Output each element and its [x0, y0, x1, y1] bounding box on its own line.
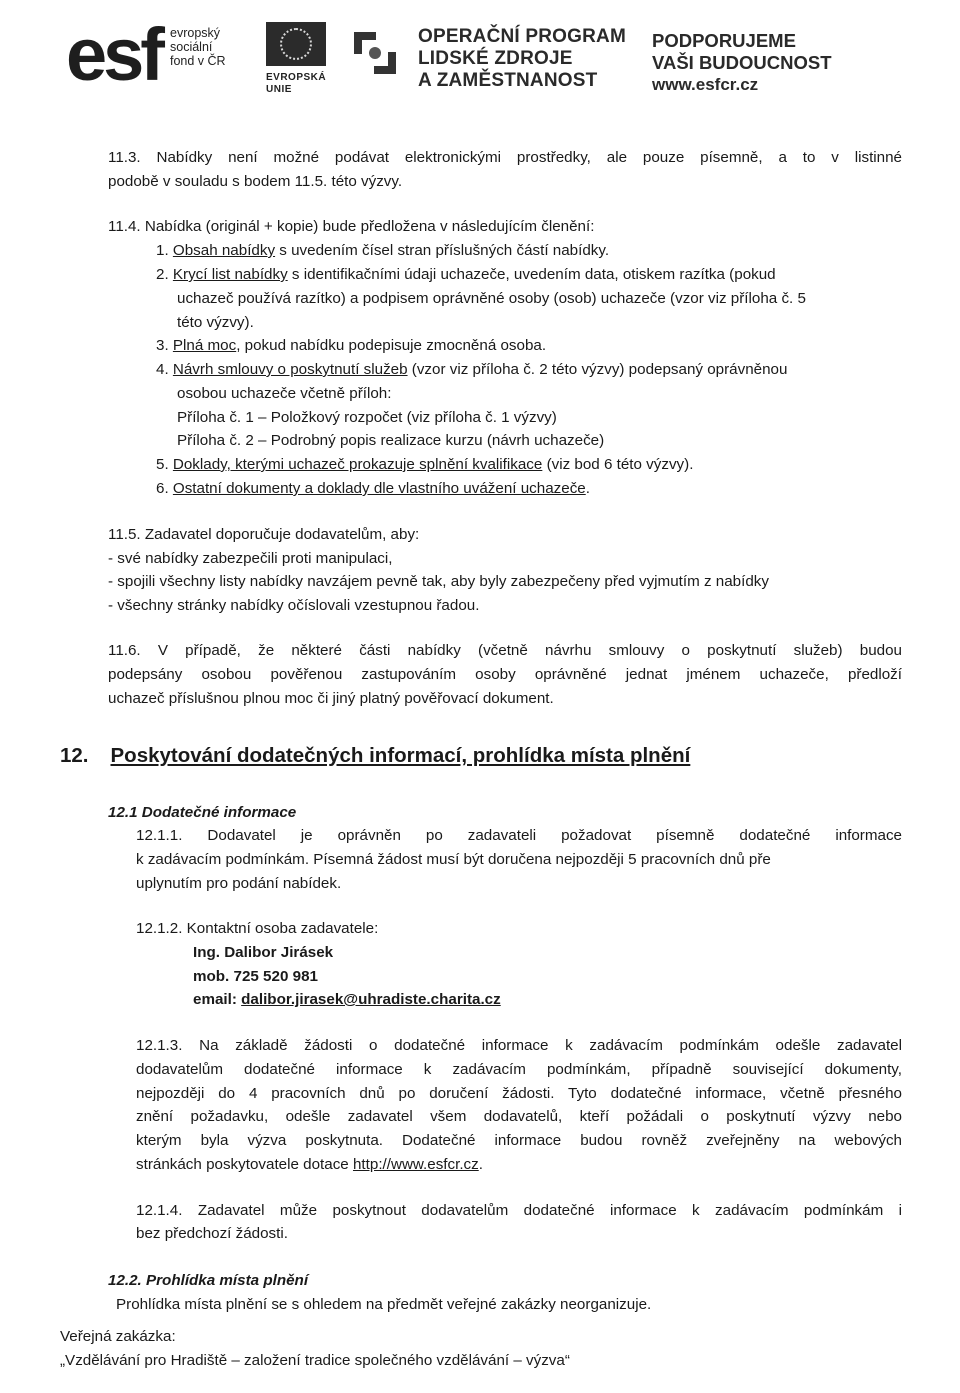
esf-logo: [66, 8, 336, 100]
s11-4-item2-l2: uchazeč používá razítko) a podpisem oprávněné osoby (osob) uchazeče (vzor viz příloha č. 5: [177, 290, 806, 307]
s11-3-line2: podobě v souladu s bodem 11.5. této výzvy.: [108, 173, 403, 190]
esf-mark: esf: [66, 13, 161, 96]
section-number: 12.: [60, 744, 89, 767]
s11-3-line1: 11.3. Nabídky není možné podávat elektronickými prostředky, ale pouze písemně, a to v listinné: [108, 149, 902, 166]
s11-4-item5: 5. Doklady, kterými uchazeč prokazuje splnění kvalifikace (viz bod 6 této výzvy).: [156, 456, 694, 473]
s12-1-2-title: 12.1.2. Kontaktní osoba zadavatele:: [136, 920, 379, 937]
header-banner: [66, 8, 896, 100]
op-line: A ZAMĚSTNANOST: [418, 70, 598, 91]
s11-4-item2-l3: této výzvy).: [177, 314, 254, 331]
s11-6-line3: uchazeč příslušnou plnou moc či jiný platný pověřovací dokument.: [108, 690, 554, 707]
eu-flag-icon: [266, 22, 326, 66]
contact-mobile: mob. 725 520 981: [193, 968, 318, 985]
s11-4-item6: 6. Ostatní dokumenty a doklady dle vlastního uvážení uchazeče.: [156, 480, 590, 497]
s11-4-item2: 2. Krycí list nabídky s identifikačními údaji uchazeče, uvedením data, otiskem razítka (pokud: [156, 266, 776, 283]
s12-1-3-l5: kterým byla výzva poskytnuta. Dodatečné informace budou rovněž zveřejněny na webových: [136, 1132, 902, 1149]
s12-1-3-l1: 12.1.3. Na základě žádosti o dodatečné informace k zadávacím podmínkám odešle zadavatel: [136, 1037, 902, 1054]
esf-line: evropský: [170, 26, 221, 40]
s11-4-item4-l3: Příloha č. 1 – Položkový rozpočet (viz příloha č. 1 výzvy): [177, 409, 557, 426]
s12-1-4-l1: 12.1.4. Zadavatel může poskytnout dodavatelům dodatečné informace k zadávacím podmínkám i: [136, 1202, 902, 1219]
eu-label: EVROPSKÁ UNIE: [266, 72, 327, 95]
slogan-line: VAŠI BUDOUCNOST: [652, 52, 832, 73]
s12-1-title: 12.1 Dodatečné informace: [108, 804, 297, 821]
s11-5-bullet: - spojili všechny listy nabídky navzájem pevně tak, aby byly zabezpečeny před vyjmutím z nabídky: [108, 573, 769, 590]
s11-5-bullet: - všechny stránky nabídky očíslovali vzestupnou řadou.: [108, 597, 480, 614]
slogan-website: www.esfcr.cz: [652, 75, 759, 94]
slogan-line: PODPORUJEME: [652, 30, 796, 51]
section-12-heading: [60, 743, 690, 769]
s11-5-title: 11.5. Zadavatel doporučuje dodavatelům, aby:: [108, 526, 420, 543]
s12-2-text: Prohlídka místa plnění se s ohledem na předmět veřejné zakázky neorganizuje.: [116, 1296, 652, 1313]
s12-1-3-l3: nejpozději do 4 pracovních dnů po doručení žádosti. Tyto dodatečné informace, včetně přesného: [136, 1085, 902, 1102]
op-line: LIDSKÉ ZDROJE: [418, 48, 573, 69]
esf-line: fond v ČR: [170, 54, 226, 68]
footer-project-name: „Vzdělávání pro Hradiště – založení tradice společného vzdělávání – výzva“: [60, 1352, 570, 1369]
s12-1-1-l3: uplynutím pro podání nabídek.: [136, 875, 342, 892]
s11-6-line1: 11.6. V případě, že některé části nabídky (včetně návrhu smlouvy o poskytnutí služeb) budou: [108, 642, 902, 659]
section-title: Poskytování dodatečných informací, prohlídka místa plnění: [110, 744, 691, 767]
s11-4-item4-l2: osobou uchazeče včetně příloh:: [177, 385, 392, 402]
s12-1-3-l6: stránkách poskytovatele dotace http://www.esfcr.cz.: [136, 1156, 483, 1173]
s11-4-item4: 4. Návrh smlouvy o poskytnutí služeb (vzor viz příloha č. 2 této výzvy) podepsaný oprávněnou: [156, 361, 788, 378]
email-label: email:: [193, 991, 242, 1008]
slogan: [652, 30, 832, 96]
contact-name: Ing. Dalibor Jirásek: [193, 944, 334, 961]
s12-1-3-l2: dodavatelům dodatečné informace k zadávacím podmínkám, případně související dokumenty,: [136, 1061, 902, 1078]
s12-1-1-l1: 12.1.1. Dodavatel je oprávněn po zadavateli požadovat písemně dodatečné informace: [136, 827, 902, 844]
contact-email-link[interactable]: dalibor.jirasek@uhradiste.charita.cz: [241, 991, 501, 1008]
s11-4-title: 11.4. Nabídka (originál + kopie) bude předložena v následujícím členění:: [108, 218, 595, 235]
s11-4-item1: 1. Obsah nabídky s uvedením čísel stran příslušných částí nabídky.: [156, 242, 610, 259]
op-logo: [346, 22, 636, 100]
s11-5-bullet: - své nabídky zabezpečili proti manipulaci,: [108, 550, 393, 567]
s11-4-item3: 3. Plná moc, pokud nabídku podepisuje zmocněná osoba.: [156, 337, 547, 354]
op-lz-icon: [346, 24, 404, 82]
s12-2-title: 12.2. Prohlídka místa plnění: [108, 1272, 309, 1289]
op-line: OPERAČNÍ PROGRAM: [418, 26, 626, 47]
op-text: [418, 26, 626, 92]
s12-1-1-l2: k zadávacím podmínkám. Písemná žádost musí být doručena nejpozději 5 pracovních dnů pře: [136, 851, 771, 868]
contact-email-row: [193, 988, 501, 1011]
esf-line: sociální: [170, 40, 213, 54]
s12-1-3-l4: znění požadavku, odešle zadavatel všem dodavatelů, kteří požádali o poskytnutí výzvy nebo: [136, 1108, 902, 1125]
footer-label: Veřejná zakázka:: [60, 1328, 176, 1345]
s12-1-4-l2: bez předchozí žádosti.: [136, 1225, 288, 1242]
esf-text: [170, 26, 226, 68]
s11-6-line2: podepsány osobou pověřenou zastupováním osoby oprávněné jednat jménem uchazeče, předloží: [108, 666, 902, 683]
esfcr-link[interactable]: http://www.esfcr.cz: [352, 1156, 479, 1173]
s11-4-item4-l4: Příloha č. 2 – Podrobný popis realizace kurzu (návrh uchazeče): [177, 432, 605, 449]
